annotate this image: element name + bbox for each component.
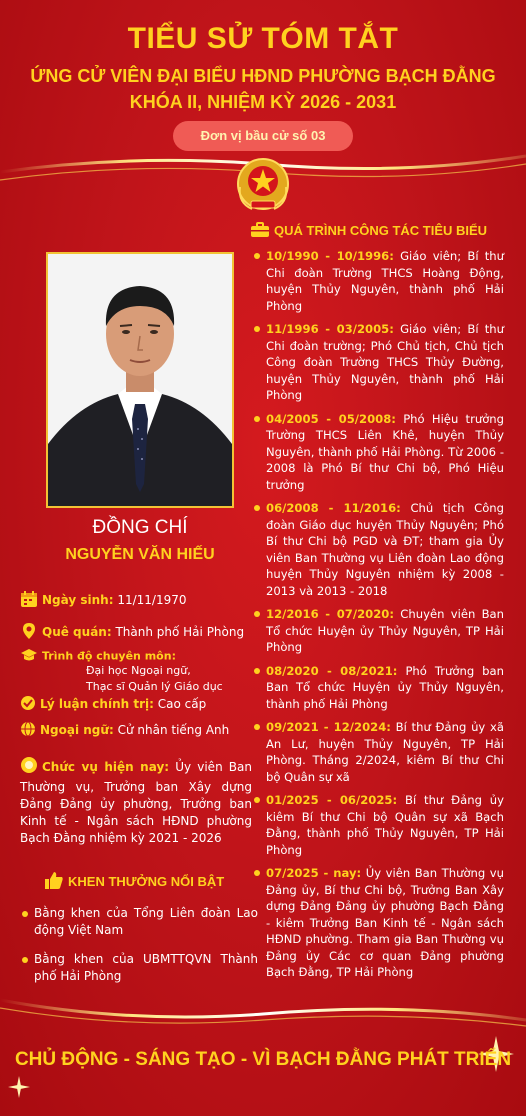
national-emblem-icon <box>232 157 294 215</box>
awards-title-text: KHEN THƯỞNG NỔI BẬT <box>68 873 225 889</box>
award-item: Bằng khen của Tổng Liên đoàn Lao động Việt Nam <box>22 905 258 939</box>
info-dob <box>20 590 187 611</box>
globe-icon <box>20 721 36 740</box>
career-title-text: QUÁ TRÌNH CÔNG TÁC TIÊU BIỂU <box>274 222 488 238</box>
politics-value: Cao cấp <box>157 697 207 711</box>
page-subtitle-line1: ỨNG CỬ VIÊN ĐẠI BIỂU HĐND PHƯỜNG BẠCH ĐẰNG <box>30 66 496 86</box>
language-value: Cử nhân tiếng Anh <box>117 723 230 737</box>
footer-slogan: CHỦ ĐỘNG - SÁNG TẠO - VÌ BẠCH ĐẰNG PHÁT TRIỂN <box>14 1049 512 1070</box>
position-value: Ủy viên Ban Thường vụ, Trưởng ban Xây dựng Đảng Đảng ủy phường, Trưởng ban Kinh tế - Ngân sách HĐND phường Bạch Đằng nhiệm kỳ 2021 - 2026 <box>20 760 252 845</box>
career-item: 04/2005 - 05/2008: Phó Hiệu trưởng Trường THCS Liên Khê, huyện Thủy Nguyên, thành phố Hải Phòng. Từ 2006 - 2008 là Phó Bí thư Chi bộ, Phó Hiệu trưởng <box>252 411 504 494</box>
sparkle-icon <box>8 1076 30 1098</box>
position-label: Chức vụ hiện nay: <box>42 760 170 774</box>
info-language <box>20 721 229 740</box>
page-title: TIỂU SỬ TÓM TẮT <box>127 22 399 55</box>
career-item: 08/2020 - 08/2021: Phó Trưởng ban Ban Tổ chức Huyện ủy Thủy Nguyên, thành phố Hải Phòng <box>252 663 504 713</box>
awards-list <box>22 905 258 985</box>
calendar-icon <box>20 590 38 611</box>
expertise-value1: Đại học Ngoại ngữ, <box>86 664 191 677</box>
hometown-label: Quê quán: <box>42 625 112 639</box>
info-hometown <box>20 622 244 643</box>
politics-label: Lý luận chính trị: <box>40 697 154 711</box>
info-expertise <box>20 648 176 665</box>
location-pin-icon <box>20 622 38 643</box>
candidate-photo <box>46 252 234 508</box>
dob-value: 11/11/1970 <box>117 593 187 607</box>
bottom-gold-wave <box>0 990 526 1030</box>
career-item: 12/2016 - 07/2020: Chuyên viên Ban Tổ chức Huyện ủy Thủy Nguyên, TP Hải Phòng <box>252 606 504 656</box>
page-subtitle-line2: KHÓA II, NHIỆM KỲ 2026 - 2031 <box>129 92 397 112</box>
briefcase-icon <box>250 222 270 241</box>
candidate-honorific: ĐỒNG CHÍ <box>92 517 188 538</box>
career-item: 09/2021 - 12/2024: Bí thư Đảng ủy xã An Lư, huyện Thủy Nguyên, TP Hải Phòng. Tháng 2/2024, kiêm Bí thư Chi bộ Quân sự xã <box>252 719 504 785</box>
check-circle-icon <box>20 695 36 714</box>
hometown-value: Thành phố Hải Phòng <box>115 625 245 639</box>
career-list <box>252 248 504 981</box>
info-politics <box>20 695 206 714</box>
career-item: 10/1990 - 10/1996: Giáo viên; Bí thư Chi đoàn Trường THCS Hoàng Động, huyện Thủy Nguyên, thành phố Hải Phòng <box>252 248 504 314</box>
thumbs-up-icon <box>44 871 64 894</box>
candidate-name: NGUYỄN VĂN HIẾU <box>65 546 215 563</box>
unit-badge: Đơn vị bầu cử số 03 <box>173 121 353 151</box>
graduation-cap-icon <box>20 648 38 665</box>
expertise-value2: Thạc sĩ Quản lý Giáo dục <box>86 680 223 693</box>
dob-label: Ngày sinh: <box>42 593 114 607</box>
career-item: 01/2025 - 06/2025: Bí thư Đảng ủy kiêm Bí thư Chi bộ Quân sự xã Bạch Đằng, thành phố Thủy Nguyên, TP Hải Phòng <box>252 792 504 858</box>
info-position <box>20 756 252 847</box>
award-item: Bằng khen của UBMTTQVN Thành phố Hải Phòng <box>22 951 258 985</box>
awards-title <box>44 871 224 894</box>
career-item: 06/2008 - 11/2016: Chủ tịch Công đoàn Giáo dục huyện Thủy Nguyên; Phó Bí thư Chi bộ PGD và ĐT; tham gia Ủy viên Ban Thường vụ Liên đoàn Lao động huyện Thủy Nguyên nhiệm kỳ 2008 - 2013 và 2013 - 2018 <box>252 500 504 599</box>
career-item: 11/1996 - 03/2005: Giáo viên; Bí thư Chi đoàn trường; Phó Chủ tịch, Chủ tịch Công đoàn Trường THCS Thủy Đường, huyện Thủy Nguyên, thành phố Hải Phòng <box>252 321 504 404</box>
career-item: 07/2025 - nay: Ủy viên Ban Thường vụ Đảng ủy, Bí thư Chi bộ, Trưởng Ban Xây dựng Đảng Đảng ủy phường Bạch Đằng - kiêm Trưởng Ban Kinh tế - Ngân sách HĐND phường. Tham gia Ban Thường vụ Đảng ủy Các cơ quan Đảng phường Bạch Đằng, TP Hải Phòng <box>252 865 504 981</box>
language-label: Ngoại ngữ: <box>40 723 114 737</box>
expertise-label: Trình độ chuyên môn: <box>42 649 176 663</box>
career-title <box>250 222 487 241</box>
sun-badge-icon <box>20 756 38 779</box>
